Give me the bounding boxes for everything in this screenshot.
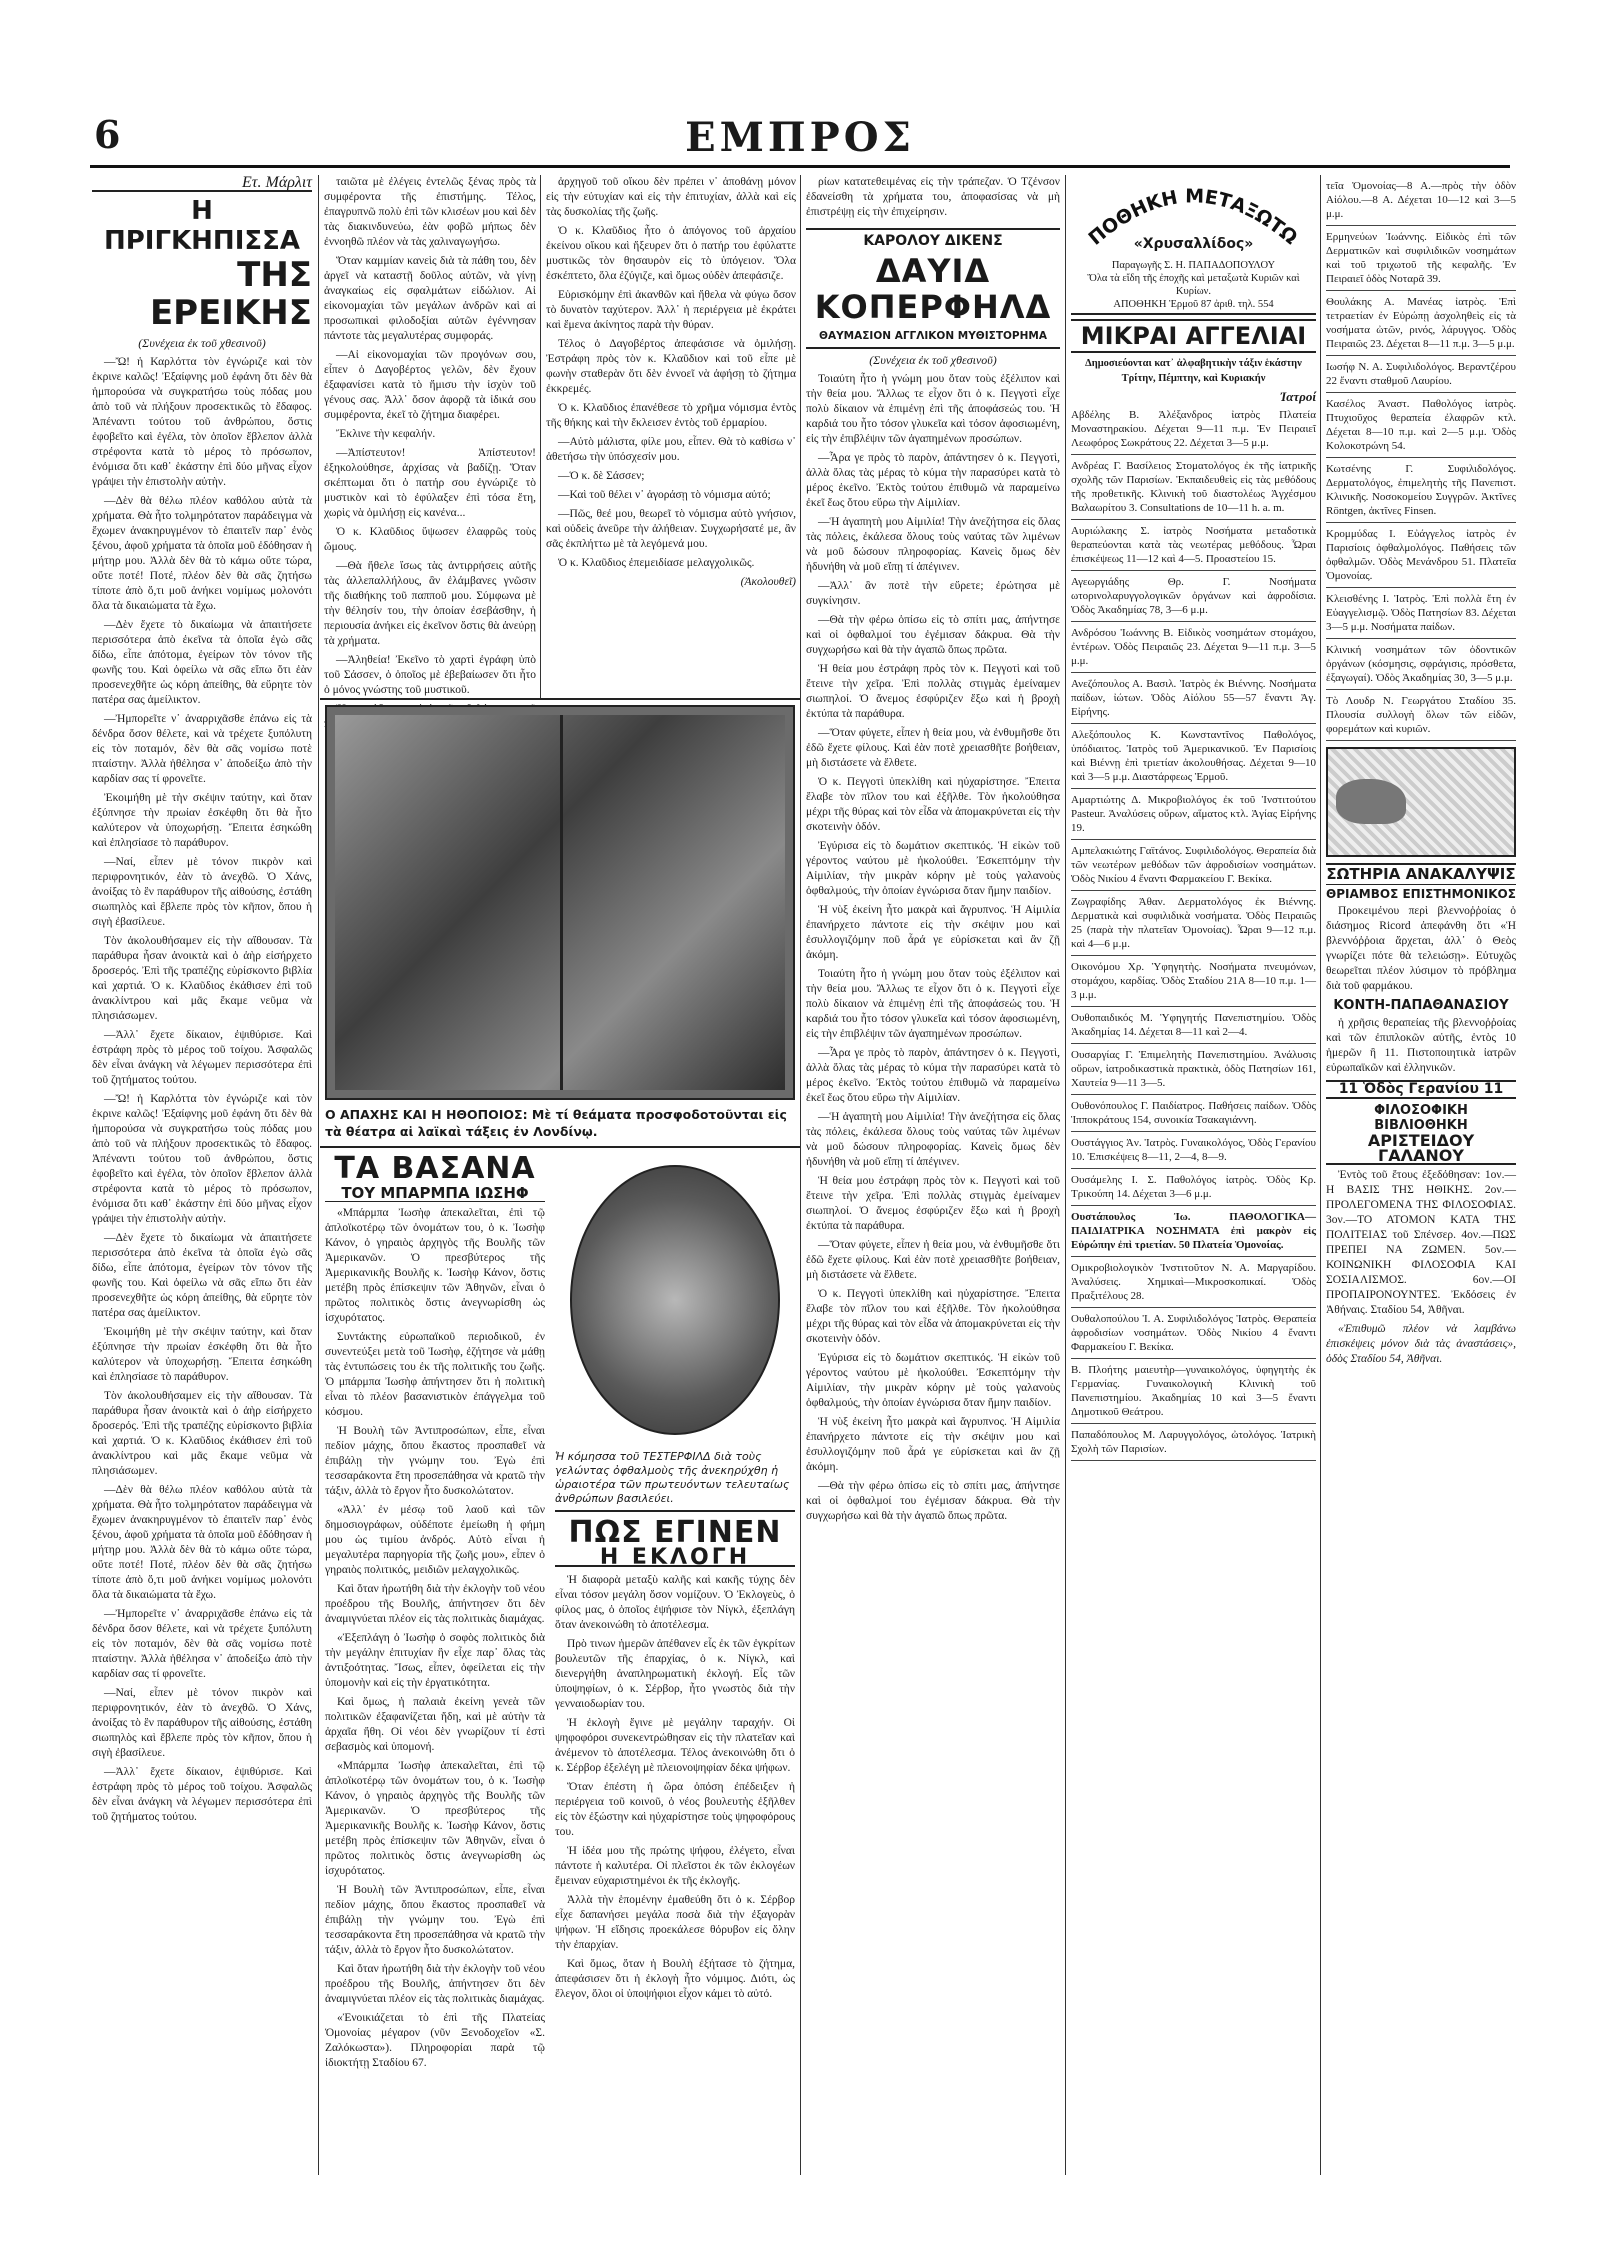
article-title: ΤΑ ΒΑΣΑΝΑ [334, 1151, 536, 1186]
paragraph: —Ὤ! ἡ Καρλόττα τὸν ἐγνώριζε καὶ τὸν ἐκρινε καλῶς! Ἐξαίφνης μοῦ ἐφάνη ὅτι δὲν θὰ ἠμπορούσα νὰ συγκρατήσω τοὺς πόδας μου ἀπὸ τοῦ νὰ πλήξουν προσεκτικῶς τὸ ἔδαφος. Ἀπέναντι τούτου τοῦ ἀνθρώπου, ὅστις ἐφοβεῖτο καὶ ἐγέλα, τὸν ὁποῖον ἔβλεπον ἀλλὰ στρέφοντα κατὰ τὸ μέρος τὸ πρόσωπον, ἐνόμισα ὅτι καθ᾿ ἑκάστην ἐπὶ δύο μῆνας εἶχον γράψει τὴν ἐπιστολὴν αὐτὴν. [92, 1093, 312, 1225]
classified-item: Ουστάπουλος Ἰω. ΠΑΘΟΛΟΓΙΚΑ—ΠΑΙΔΙΑΤΡΙΚΑ ΝΟΣΗΜΑΤΑ ἐπὶ μακρὸν εἰς Εὐρώπην ἐπὶ τριετίαν. 50 Πλατεία Ὁμονοίας. [1071, 1206, 1316, 1257]
paragraph: Ἡ ἰδέα μου τῆς πρώτης ψήφου, ἐλέγετο, εἶναι πάντοτε ἡ καλυτέρα. Οἱ πλεῖστοι ἐκ τῶν ἐκλογέων ἔμειναν εὐχαριστημένοι ἐκ τῆς ἐκλογῆς. [555, 1845, 795, 1887]
paragraph: —Ὁ κ. δὲ Σάσσεν; [558, 470, 645, 482]
classified-item: Ανδρόσου Ἰωάννης Β. Εἰδικὸς νοσημάτων στομάχου, ἐντέρων. Ὁδὸς Πειραιῶς 23. Δέχεται 9—11 π.μ. 3—5 μ.μ. [1071, 622, 1316, 673]
paragraph: —Ἀληθεία! Ἐκεῖνο τὸ χαρτὶ ἐγράφη ὑπὸ τοῦ Σάσσεν, ὁ ὁποῖος μὲ ἐβεβαίωσεν ὅτι ἦτο ὁ μόνος γνώστης τοῦ μυστικοῦ. [324, 654, 536, 696]
paragraph: —Δὲν ἔχετε τὸ δικαίωμα νὰ ἀπαιτήσετε περισσότερα ἀπὸ ἐκεῖνα τὰ ὁποῖα ἐγὼ σᾶς δίδω, εἶπε ἀπότομα, ἐγείρων τὸν τόνον τῆς φωνῆς του. Καὶ ὀφείλω νὰ σᾶς εἴπω ὅτι ἐὰν προσενεχθῆτε ὡς κόρη ἀπείθης, θὰ εὕρητε τὸν πατέρα σας ἀμείλικτον. [92, 619, 312, 706]
paragraph: «Ἐνοικιάζεται τὸ ἐπὶ τῆς Πλατείας Ὁμονοίας μέγαρον (νῦν Ξενοδοχεῖον «Σ. Ζαλόκωστα»). Πληροφορίαι παρὰ τῷ ἰδιοκτήτῃ Σταδίου 67. [325, 2012, 545, 2069]
column-rule [318, 175, 319, 2175]
paragraph: —Θὰ ἤθελε ἴσως τὰς ἀντιρρήσεις αὐτῆς τὰς ἀλλεπαλλήλους, ἂν ἐλάμβανες γνῶσιν τῆς διαθήκης τοῦ παπποῦ μου. Σύμφωνα μὲ τὴν θέλησίν του, τὴν ὁποίαν ἐσεβάσθην, ἡ περιουσία ἀνήκει εἰς ἐκεῖνον ὅστις θὰ ἀνεύρῃ τὰ χρήματα. [324, 560, 536, 647]
classified-item: Αυριώλακης Σ. ἰατρὸς Νοσήματα μεταδοτικὰ θεραπεύονται κατὰ τὰς νεωτέρας μεθόδους. Ὧραι ἐπισκέψεως 11—12 καὶ 4—5. Προαστείου 15. [1071, 520, 1316, 571]
classified-item: Αλεξόπουλος Κ. Κωνσταντῖνος Παθολόγος, ὑπόδιαιτος. Ἰατρὸς τοῦ Ἀμερικανικοῦ. Ἐν Παρισίοις καὶ Βιέννῃ ἐπὶ τριετίαν ἀκολουθήσας. Δέχεται 9—10 καὶ 3—5 μ.μ. Διαστάρφεως Ἑρμοῦ. [1071, 724, 1316, 789]
foot-illustration-icon [1336, 779, 1406, 824]
photo-split [560, 715, 563, 1090]
paragraph: Τέλος ὁ Δαγοβέρτος ἀπεφάσισε νὰ ὁμιλήσῃ. Ἐστράφη πρὸς τὸν κ. Κλαῦδιον καὶ τοῦ εἶπε μὲ φωνὴν σταθερὰν ὅτι δὲν ἐννοεῖ νὰ ἀφήσῃ τὸ ζήτημα ἐκκρεμές. [546, 338, 796, 395]
column-dickens-serial [806, 175, 1060, 2225]
paragraph: ἀρχηγοῦ τοῦ οἴκου δὲν πρέπει ν᾿ ἀποθάνῃ μόνον εἰς τὴν εὐτυχίαν καὶ εἰς τὴν ἐπιτυχίαν, ἀλλὰ καὶ εἰς τὰς δυσκολίας τῆς ζωῆς. [546, 176, 796, 218]
classified-item: Αγεωργιάδης Θρ. Γ. Νοσήματα ωτορινολαρυγγολογικῶν ὀργάνων καὶ ἀφροδίσια. Ὁδὸς Ἀκαδημίας 78, 3—6 μ.μ. [1071, 571, 1316, 622]
page-number: 6 [94, 112, 121, 157]
column-classifieds [1071, 175, 1316, 2225]
classified-item: Ουθαλοπούλου Ἰ. Α. Συφιλιδολόγος Ἰατρὸς. Θεραπεία ἀφροδισίων νοσημάτων. Ὁδὸς Νικίου 4 ἔναντι Φαρμακείου Γ. Βεκίκα. [1071, 1308, 1316, 1359]
paragraph: ταιῶτα μὲ ἐλέγεις ἐντελῶς ξένας πρὸς τὰ συμφέροντα τῆς ἐπιστήμης. Τέλος, ἐπαγρυπνῶ πολὺ ἐπὶ τῶν κλισέων μου καὶ δὲν τὰς διακινδυνεύω, ἐὰν φοβῶ μήπως δὲν ἐννοηθῶ πλέον νὰ τὰς χαλιναγωγήσω. [324, 176, 536, 248]
ad-arc-text: ΠΟΘΗΚΗ ΜΕΤΑΞΩΤΩ [1084, 185, 1302, 250]
ad-brand: «Χρυσαλλίδος» [1133, 236, 1254, 252]
paragraph: Ἡ θεία μου ἐστράφη πρὸς τὸν κ. Πεγγοτὶ καὶ τοῦ ἔτεινε τὴν χεῖρα. Ἐπὶ πολλὰς στιγμὰς ἐμείναμεν σιωπηλοί. Ὁ ἄνεμος ἐσφύριζεν ἔξω καὶ ἡ βροχὴ ἐκτύπα τὰ παράθυρα. [806, 1175, 1060, 1232]
theatre-photo [325, 705, 795, 1100]
ad-line: Ὅλα τὰ εἴδη τῆς ἐποχῆς καὶ μεταξωτὰ Κυριῶν καὶ Κυρίων. [1087, 273, 1300, 297]
paragraph: Ἡ διαφορὰ μεταξὺ καλῆς καὶ κακῆς τύχης δὲν εἶναι τόσον μεγάλη ὅσον νομίζουν. Ὁ Ἐκλογεὺς, ὁ φίλος μας, ὁ ὁποῖος ἐψήφισε τὸν Νίγκλ, ἐξεπλάγη ὅταν ἀνεκοινώθη τὸ ἀποτέλεσμα. [555, 1574, 795, 1631]
paragraph: —Ἆρα γε πρὸς τὸ παρὸν, ἀπάντησεν ὁ κ. Πεγγοτὶ, ἀλλὰ ὅλας τὰς μέρας τὸ κύμα τὴν παρασύρει κατὰ τὸ μέρος ἐκεῖνο. Ἐκτὸς τούτου ἐπιθυμῶ νὰ παραμείνω ἐκεῖ ἕως ὅτου εὕρω τὴν Αἰμιλίαν. [806, 452, 1060, 509]
pharmacy-address: 11 Ὁδὸς Γερανίου 11 [1326, 1080, 1516, 1099]
article-subtitle: Η ΕΚΛΟΓΗ [555, 1550, 795, 1567]
classified-item: Ουστάγγιος Ἀν. Ἰατρὸς. Γυναικολόγος, Ὁδὸς Γερανίου 10. Ἐπισκέψεις 8—11, 2—4, 8—9. [1071, 1132, 1316, 1169]
paragraph: —Καὶ τοῦ θέλει ν᾿ ἀγοράσῃ τὸ νόμισμα αὐτό; [558, 489, 771, 501]
paragraph: —Ἀλλ᾿ ἂν ποτὲ τὴν εὕρετε; ἐρώτησα μὲ συγκίνησιν. [806, 580, 1060, 607]
classified-item: Τὸ Λουδρ Ν. Γεωργάτου Σταδίου 35. Πλουσία συλλογὴ ὅλων τῶν εἰδῶν, φορεμάτων καὶ κυριῶν. [1326, 690, 1516, 741]
paragraph: —Ναί, εἶπεν μὲ τόνον πικρὸν καὶ περιφρονητικόν, ἐὰν τὸ ἀνεχθῶ. Ὁ Χάνς, ἀνοίξας τὸ ἓν παράθυρον τῆς αἰθούσης, ἐστάθη σιωπηλὸς καὶ ἔβλεπε πρὸς τὸν κῆπον, ὅπου ἡ σιγὴ ἐβασίλευε. [92, 1687, 312, 1759]
column-ads-right [1326, 175, 1516, 2225]
paragraph: —Ἠμπορεῖτε ν᾿ ἀναρριχᾶσθε ἐπάνω εἰς τὰ δένδρα ὅσον θέλετε, καὶ νὰ τρέχετε ξυπόλυτη εἰς τὸν ποταμόν, δὲν θὰ σᾶς νομίσω ποτὲ πταίστην. Ἀλλὰ ἠθέλησα ν᾿ ἀποδείξω ἀπὸ τὴν καρδίαν σας τί φρονεῖτε. [92, 1608, 312, 1680]
paragraph: Ἡ ἐκλογὴ ἔγινε μὲ μεγάλην ταραχήν. Οἱ ψηφοφόροι συνεκεντρώθησαν εἰς τὴν πλατεῖαν καὶ ἀνέμενον τὸ ἀποτέλεσμα. Τέλος ἀνεκοινώθη ὅτι ὁ κ. Σέρβορ ἐξελέγη μὲ πλειονοψηφίαν δέκα ψήφων. [555, 1717, 795, 1774]
serial-subtitle: ΘΑΥΜΑΣΙΟΝ ΑΓΓΛΙΚΟΝ ΜΥΘΙΣΤΟΡΗΜΑ [806, 329, 1060, 349]
classifieds-title: ΜΙΚΡΑΙ ΑΓΓΕΛΙΑΙ [1071, 319, 1316, 353]
paragraph: Ἡ Βουλὴ τῶν Ἀντιπροσώπων, εἶπε, εἶναι πεδίον μάχης, ὅπου ἕκαστος προσπαθεῖ νὰ ἐπιβάλῃ τὴν γνώμην του. Ἐγὼ ἐπὶ τεσσαράκοντα ἔτη προσεπάθησα νὰ κρατῶ τὴν τάξιν, ἀλλὰ τὸ ἔργον ἦτο δυσκολώτατον. [325, 1425, 545, 1497]
paragraph: Πρὸ τινων ἡμερῶν ἀπέθανεν εἷς ἐκ τῶν ἐγκρίτων βουλευτῶν τῆς ἐπαρχίας, ὁ κ. Νίγκλ, καὶ διενεργήθη ἀναπληρωματικὴ ἐκλογή. Εἷς τῶν ὑποψηφίων, ὁ κ. Σέρβορ, ἦτο γνωστὸς διὰ τὴν γενναιοδωρίαν του. [555, 1638, 795, 1710]
classified-item: Αμπελακιώτης Γαϊτάνος. Συφιλιδολόγος. Θεραπεία διὰ τῶν νεωτέρων μεθόδων τῶν ἀφροδισίων νοσημάτων. Ὁδὸς Νικίου 4 ἔναντι Φαρμακείου Γ. Βεκίκα. [1071, 840, 1316, 891]
paragraph: Ἀλλὰ τὴν ἑπομένην ἐμαθεύθη ὅτι ὁ κ. Σέρβορ εἶχε δαπανήσει μεγάλα ποσὰ διὰ τὴν ἐξαγορὰν ψήφων. Ἡ εἴδησις προεκάλεσε θόρυβον εἰς ὅλην τὴν ἐπαρχίαν. [555, 1894, 795, 1951]
paragraph: —Ναί, εἶπεν μὲ τόνον πικρὸν καὶ περιφρονητικόν, ἐὰν τὸ ἀνεχθῶ. Ὁ Χάνς, ἀνοίξας τὸ ἓν παράθυρον τῆς αἰθούσης, ἐστάθη σιωπηλὸς καὶ ἔβλεπε πρὸς τὸν κῆπον, ὅπου ἡ σιγὴ ἐβασίλευε. [92, 856, 312, 928]
classified-item: Αμαρτιώτης Δ. Μικροβιολόγος ἐκ τοῦ Ἰνστιτούτου Pasteur. Ἀναλύσεις οὔρων, αἵματος κτλ. Ἁγίας Εἰρήνης 19. [1071, 789, 1316, 840]
paragraph: —Ἀπίστευτον! Ἀπίστευτον! ἐξηκολούθησε, ἀρχίσας νὰ βαδίζῃ. Ὅταν σκέπτωμαι ὅτι ὁ πατήρ σου ἐγνώριζε τὸ μυστικὸν καὶ τὸ ἐφύλαξεν ἐπὶ τόσα ἔτη, χωρὶς νὰ ὁμιλήσῃ εἰς κανένα... [324, 447, 536, 519]
classified-item: Οικονόμου Χρ. Ὑφηγητὴς. Νοσήματα πνευμόνων, στομάχου, καρδίας. Ὁδὸς Σταδίου 21Α 8—10 π.μ. 1—3 μ.μ. [1071, 956, 1316, 1007]
books-title: ΦΙΛΟΣΟΦΙΚΗ ΒΙΒΛΙΟΘΗΚΗ [1374, 1103, 1468, 1133]
paragraph: —Ὅταν φύγετε, εἶπεν ἡ θεία μου, νὰ ἐνθυμῆσθε ὅτι ἐδῶ ἔχετε φίλους. Καὶ ἐὰν ποτὲ χρειασθῆτε βοήθειαν, μὴ διστάσετε νὰ ἔλθετε. [806, 1239, 1060, 1281]
paragraph: —Ἀλλ᾿ ἔχετε δίκαιον, ἐψιθύρισε. Καὶ ἐστράφη πρὸς τὸ μέρος τοῦ τοίχου. Ἀσφαλῶς δὲν εἶναι ἀνάγκη νὰ λέγωμεν περισσότερα ἐπὶ τοῦ ζητήματος τούτου. [92, 1766, 312, 1823]
divider [320, 698, 800, 700]
paragraph: —Ἡ ἀγαπητὴ μου Αἰμιλία! Τὴν ἀνεζήτησα εἰς ὅλας τὰς πόλεις, ἐκάλεσα ὅλους τοὺς ναύτας τῶν λιμένων νὰ μοῦ δώσουν πληροφορίας. Κανεὶς ὅμως δὲν ἠδυνήθη νὰ μοῦ εἴπῃ τί ἀπέγινεν. [806, 516, 1060, 573]
paragraph: Προκειμένου περὶ βλεννοῤῥοίας ὁ διάσημος Ricord ἀπεφάνθη ὅτι «Ἡ βλεννόῤῥοια ἄρχεται, ἀλλ᾿ ὁ Θεὸς γνωρίζει πότε θὰ τελειώσῃ». Εὐτυχῶς θεωρεῖται πλέον λύσιμον τὸ πρόβλημα διὰ τοῦ φαρμάκου. [1326, 905, 1516, 992]
paragraph: Ὅταν ἐπέστη ἡ ὥρα ὁπόση ἐπέδειξεν ἡ περιέργεια τοῦ κοινοῦ, ὁ νέος βουλευτὴς ἐξῆλθεν εἰς τὸν ἐξώστην καὶ ηὐχαρίστησε τοὺς ψηφοφόρους του. [555, 1781, 795, 1838]
column-serial-continued-2 [546, 175, 796, 695]
paragraph: Ἐκοιμήθη μὲ τὴν σκέψιν ταύτην, καὶ ὅταν ἐξύπνησε τὴν πρωίαν ἐσκέφθη ὅτι θὰ ἦτο καλύτερον νὰ ὑποχωρήσῃ. Ἔπειτα ἐσηκώθη καὶ ἐπλησίασε τὸ παράθυρον. [92, 792, 312, 849]
theatre-photo-caption: Ο ΑΠΑΧΗΣ ΚΑΙ Η ΗΘΟΠΟΙΟΣ: Μὲ τί θεάματα προσφοδοτοῦνται εἰς τὰ θέατρα αἱ λαϊκαὶ τάξεις ἐν Λονδίνῳ. [325, 1107, 787, 1139]
column-marlitt-serial [92, 175, 312, 2235]
classified-item: τεῖα Ὁμονοίας—8 Α.—πρὸς τὴν ὁδὸν Αἰόλου.—8 Α. Δέχεται 10—12 καὶ 3—5 μ.μ. [1326, 175, 1516, 226]
paragraph: —Ὤ! ἡ Καρλόττα τὸν ἐγνώριζε καὶ τὸν ἐκρινε καλῶς! Ἐξαίφνης μοῦ ἐφάνη ὅτι δὲν θὰ ἠμπορούσα νὰ συγκρατήσω τοὺς πόδας μου ἀπὸ τοῦ νὰ πλήξουν προσεκτικῶς τὸ ἔδαφος. Ἀπέναντι τούτου τοῦ ἀνθρώπου, ὅστις ἐφοβεῖτο καὶ ἐγέλα, τὸν ὁποῖον ἔβλεπον ἀλλὰ στρέφοντα κατὰ τὸ μέρος τὸ πρόσωπον, ἐνόμισα ὅτι καθ᾿ ἑκάστην ἐπὶ δύο μῆνας εἶχον γράψει τὴν ἐπιστολὴν αὐτὴν. [92, 356, 312, 488]
paragraph: Ἡ θεία μου ἐστράφη πρὸς τὸν κ. Πεγγοτὶ καὶ τοῦ ἔτεινε τὴν χεῖρα. Ἐπὶ πολλὰς στιγμὰς ἐμείναμεν σιωπηλοί. Ὁ ἄνεμος ἐσφύριζεν ἔξω καὶ ἡ βροχὴ ἐκτύπα τὰ παράθυρα. [806, 663, 1060, 720]
paragraph: «Ἀλλ᾿ ἐν μέσῳ τοῦ λαοῦ καὶ τῶν δημοσιογράφων, οὐδέποτε ἐμείωθη ἡ φήμη μου ὡς τιμίου ἀνδρός. Αὐτὸ εἶναι ἡ μεγαλυτέρα παρηγορία τῆς ζωῆς μου», εἶπεν ὁ γηραιὸς πολιτικός, μειδιῶν μελαγχολικῶς. [325, 1504, 545, 1576]
paragraph: Συντάκτης εὐρωπαϊκοῦ περιοδικοῦ, ἐν συνεντεύξει μετὰ τοῦ Ἰωσὴφ, ἐζήτησε νὰ μάθῃ τὰς ἐντυπώσεις του ἐκ τῆς πολιτικῆς του ζωῆς. Ὁ μπάρμπα Ἰωσὴφ ἀπήντησεν ὅτι ἡ πολιτικὴ εἶναι τὸ πλέον βασανιστικὸν ἐπάγγελμα τοῦ κόσμου. [325, 1331, 545, 1418]
paragraph: Ἡ νὺξ ἐκείνη ἦτο μακρὰ καὶ ἄγρυπνος. Ἡ Αἰμιλία ἐπανήρχετο πάντοτε εἰς τὴν σκέψιν μου καὶ ἐσυλλογιζόμην ποῦ ἆρά γε εὑρίσκεται καὶ ἂν ζῇ ἀκόμη. [806, 904, 1060, 961]
paragraph: Ὁ κ. Κλαῦδιος ἐπεμειδίασε μελαγχολικῶς. [558, 557, 755, 569]
paragraph: Καὶ ὅταν ἠρωτήθη διὰ τὴν ἐκλογὴν τοῦ νέου προέδρου τῆς Βουλῆς, ἀπήντησεν ὅτι δὲν ἀναμιγνύεται πλέον εἰς τὰς πολιτικὰς διαμάχας. [325, 1963, 545, 2005]
classified-item: Κρομμύδας Ι. Εὐάγγελος ἰατρὸς ἐν Παρισίοις ὀφθαλμολόγος. Παθήσεις τῶν ὀφθαλμῶν. Ὁδὸς Μενάνδρου 51. Πλατεῖα Ὁμονοίας. [1326, 523, 1516, 588]
paragraph: —Ἀλλ᾿ ἔχετε δίκαιον, ἐψιθύρισε. Καὶ ἐστράφη πρὸς τὸ μέρος τοῦ τοίχου. Ἀσφαλῶς δὲν εἶναι ἀνάγκη νὰ λέγωμεν περισσότερα ἐπὶ τοῦ ζητήματος τούτου. [92, 1029, 312, 1086]
pharmacy-ad-title: ΣΩΤΗΡΙΑ ΑΝΑΚΑΛΥΨΙΣ [1326, 865, 1516, 883]
foot-remedy-ad-image [1326, 747, 1516, 857]
pharmacy-name: ΚΟΝΤΗ-ΠΑΠΑΘΑΝΑΣΙΟΥ [1333, 998, 1509, 1013]
footer-note: «Ἐπιθυμῶ πλέον νὰ λαμβάνω ἐπισκέψεις μόνον διὰ τὰς ἀναστάσεις», ὁδὸς Σταδίου 54, Ἀθῆναι. [1326, 1323, 1516, 1365]
paragraph: —Ἆρα γε πρὸς τὸ παρὸν, ἀπάντησεν ὁ κ. Πεγγοτὶ, ἀλλὰ ὅλας τὰς μέρας τὸ κύμα τὴν παρασύρει κατὰ τὸ μέρος ἐκεῖνο. Ἐκτὸς τούτου ἐπιθυμῶ νὰ παραμείνω ἐκεῖ ἕως ὅτου εὕρω τὴν Αἰμιλίαν. [806, 1047, 1060, 1104]
paragraph: «Ἐξεπλάγη ὁ Ἰωσὴφ ὁ σοφὸς πολιτικὸς διὰ τὴν μεγάλην ἐπιτυχίαν ἣν εἶχε παρ᾿ ὅλας τὰς ἀντιξοότητας. Ἴσως, εἶπεν, ὀφείλεται εἰς τὴν ὑπομονὴν καὶ εἰς τὴν ἐργατικότητα. [325, 1632, 545, 1689]
paragraph: Τὸν ἀκολουθήσαμεν εἰς τὴν αἴθουσαν. Τὰ παράθυρα ἦσαν ἀνοικτὰ καὶ ὁ ἀὴρ εἰσήρχετο δροσερός. Ἐπὶ τῆς τραπέζης εὑρίσκοντο βιβλία καὶ χαρτιά. Ὁ κ. Κλαῦδιος ἐκάθισεν ἐπὶ τοῦ ἀνακλίντρου καὶ μᾶς ἔκαμε νεῦμα νὰ πλησιάσωμεν. [92, 1390, 312, 1477]
serial-title: ΔΑΥΙΔ ΚΟΠΕΡΦΗΛΔ [814, 252, 1052, 326]
classified-item: Ερμηνεύων Ἰωάννης. Εἰδικὸς ἐπὶ τῶν Δερματικῶν καὶ συφιλιδικῶν νοσημάτων καὶ τοῦ τριχωτοῦ τῆς κεφαλῆς. Ἐν Πειραιεῖ ὁδὸς Νοταρᾶ 39. [1326, 226, 1516, 291]
classified-item: Ανεζόπουλος Α. Βασιλ. Ἰατρὸς ἐκ Βιέννης. Νοσήματα παίδων, ἰώτων. Ὁδὸς Αἰόλου 55—57 ἔναντι Ἁγ. Εἰρήνης. [1071, 673, 1316, 724]
paragraph: «Μπάρμπα Ἰωσὴφ ἀπεκαλεῖται, ἐπὶ τῷ ἀπλοϊκοτέρῳ τῶν ὀνομάτων του, ὁ κ. Ἰωσὴφ Κάνον, ὁ γηραιὸς ἀρχηγὸς τῆς Βουλῆς τῶν Ἀμερικανῶν. Ὁ πρεσβύτερος τῆς Ἀμερικανικῆς Βουλῆς κ. Ἰωσὴφ Κάνον, ὅστις μετέβη πρὸς ἐπίσκεψιν τῶν Ἀθηνῶν, εἶναι ὁ πρῶτος πολιτικὸς ὅστις ἀνεγνωρίσθη ὡς ἰσχυρότατος. [325, 1207, 545, 1324]
classified-item: Ουθοπαιδικός Μ. Ὑφηγητής Πανεπιστημίου. Ὁδὸς Ἀκαδημίας 14. Δέχεται 8—11 καὶ 2—4. [1071, 1007, 1316, 1044]
paragraph: Ὁ κ. Κλαῦδιος ἦτο ὁ ἀπόγονος τοῦ ἀρχαίου ἐκείνου οἴκου καὶ ἤξευρεν ὅτι ὁ πατήρ του ἐφύλαττε μυστικῶς τὸν θησαυρὸν εἰς τὸ ὑπόγειον. Ὅλα ἐσκέπτετο, ὅλα ἐζύγιζε, καὶ ὅμως οὐδὲν ἀπεφάσιζε. [546, 225, 796, 282]
paragraph: Ὁ κ. Κλαῦδιος ὕψωσεν ἐλαφρῶς τοὺς ὤμους. [324, 526, 536, 553]
paragraph: Ἡ Βουλὴ τῶν Ἀντιπροσώπων, εἶπε, εἶναι πεδίον μάχης, ὅπου ἕκαστος προσπαθεῖ νὰ ἐπιβάλῃ τὴν γνώμην του. Ἐγὼ ἐπὶ τεσσαράκοντα ἔτη προσεπάθησα νὰ κρατῶ τὴν τάξιν, ἀλλὰ τὸ ἔργον ἦτο δυσκολώτατον. [325, 1884, 545, 1956]
classified-item: Κασέλος Ἀναστ. Παθολόγος ἰατρὸς. Πτυχιοῦχος θεραπεία ἐλαφρῶν κτλ. Δέχεται 8—10 π.μ. καὶ 2—5 μ.μ. Ὁδὸς Κολοκοτρώνη 54. [1326, 393, 1516, 458]
paragraph: —Ὅταν φύγετε, εἶπεν ἡ θεία μου, νὰ ἐνθυμῆσθε ὅτι ἐδῶ ἔχετε φίλους. Καὶ ἐὰν ποτὲ χρειασθῆτε βοήθειαν, μὴ διστάσετε νὰ ἔλθετε. [806, 727, 1060, 769]
paragraph: Ἔκλινε τὴν κεφαλήν. [336, 428, 436, 440]
ad-metaxoton [1071, 175, 1316, 315]
books-subtitle: ΑΡΙΣΤΕΙΔΟΥ ΓΑΛΑΝΟΥ [1326, 1133, 1516, 1165]
ad-line: Παραγωγῆς Σ. Η. ΠΑΠΑΔΟΠΟΥΛΟΥ [1111, 260, 1276, 271]
column-rule [1065, 175, 1066, 2175]
classified-item: Κλινική νοσημάτων τῶν ὀδοντικῶν ὀργάνων (κόσμησις, σφράγισις, πρόσθετα, ἐξαγωγαί). Ὁδὸς Ἀκαδημίας 30, 3—5 μ.μ. [1326, 639, 1516, 690]
paragraph: Ἡ νὺξ ἐκείνη ἦτο μακρὰ καὶ ἄγρυπνος. Ἡ Αἰμιλία ἐπανήρχετο πάντοτε εἰς τὴν σκέψιν μου καὶ ἐσυλλογιζόμην ποῦ ἆρά γε εὑρίσκεται καὶ ἂν ζῇ ἀκόμη. [806, 1416, 1060, 1473]
paragraph: —Αἱ εἰκονομαχίαι τῶν προγόνων σου, εἶπεν ὁ Δαγοβέρτος γελῶν, δὲν ἔχουν ἐξαφανίσει κατὰ τὸ ἥμισυ τὴν ἰσχὺν τοῦ γένους σας. Ἀλλ᾿ ὅσον ἀφορᾷ τὰ ἰδικά σου συμφέροντα, ἐκεῖ τὸ ζήτημα διαφέρει. [324, 349, 536, 421]
serial-title-line1: Η ΠΡΙΓΚΗΠΙΣΣΑ [103, 196, 301, 256]
classified-item: Ουσαργίας Γ. Ἐπιμελητὴς Πανεπιστημίου. Ἀνάλυσις οὔρων, ἰατροδικαστικὰ πρακτικὰ, ὁδὸς Πατησίων 161, Χαυτεία 9—11 3—5. [1071, 1044, 1316, 1095]
paragraph: —Πῶς, θεέ μου, θεωρεῖ τὸ νόμισμα αὐτὸ γνήσιον, καὶ οὐδεὶς ἀνεῦρε τὴν ἀλήθειαν. Συγχωρήσατέ με, ἂν σᾶς ἐκπλήττω μὲ τὰ λεγόμενά μου. [546, 508, 796, 550]
paragraph: Ἐκοιμήθη μὲ τὴν σκέψιν ταύτην, καὶ ὅταν ἐξύπνησε τὴν πρωίαν ἐσκέφθη ὅτι θὰ ἦτο καλύτερον νὰ ὑποχωρήσῃ. Ἔπειτα ἐσηκώθη καὶ ἐπλησίασε τὸ παράθυρον. [92, 1326, 312, 1383]
serial-author: ΚΑΡΟΛΟΥ ΔΙΚΕΝΣ [806, 228, 1060, 249]
paragraph: Ἐγύρισα εἰς τὸ δωμάτιον σκεπτικός. Ἡ εἰκὼν τοῦ γέροντος ναύτου μὲ ἠκολούθει. Ἐσκεπτόμην τὴν Αἰμιλίαν, τὴν μικρὰν κόρην μὲ τοὺς γαλανοὺς ὀφθαλμούς, τὴν ὁποίαν ἐγνώρισα ὅταν ἤμην παιδίον. [806, 1352, 1060, 1409]
paragraph: Ἐντὸς τοῦ ἔτους ἐξεδόθησαν: 1ον.—Η ΒΑΣΙΣ ΤΗΣ ΗΘΙΚΗΣ. 2ον.—ΠΡΟΛΕΓΟΜΕΝΑ ΤΗΣ ΦΙΛΟΣΟΦΙΑΣ. 3ον.—ΤΟ ΑΤΟΜΟΝ ΚΑΤΑ ΤΗΣ ΠΟΛΙΤΕΙΑΣ τοῦ Σπένσερ. 4ον.—ΠΩΣ ΠΡΕΠΕΙ ΝΑ ΖΩΜΕΝ. 5ον.—ΚΟΙΝΩΝΙΚΗ ΦΙΛΟΣΟΦΙΑ ΚΑΙ ΣΟΣΙΑΛΙΣΜΟΣ. 6ον.—ΟΙ ΠΡΟΠΑΙΡΟΝΟΥΝΤΕΣ. Ἐκδόσεις ἐν Ἀθήναις. Σταδίου 54, Ἀθῆναι. [1326, 1169, 1516, 1316]
paragraph: —Ἠμπορεῖτε ν᾿ ἀναρριχᾶσθε ἐπάνω εἰς τὰ δένδρα ὅσον θέλετε, καὶ νὰ τρέχετε ξυπόλυτη εἰς τὸν ποταμόν, δὲν θὰ σᾶς νομίσω ποτὲ πταίστην. Ἀλλὰ ἠθέλησα ν᾿ ἀποδείξω ἀπὸ τὴν καρδίαν σας τί φρονεῖτε. [92, 713, 312, 785]
classifieds-subtitle: Δημοσιεύονται κατ᾿ ἀλφαβητικὴν τάξιν ἑκάστην Τρίτην, Πέμπτην, καὶ Κυριακήν [1085, 358, 1302, 384]
column-rule [800, 175, 801, 2175]
paragraph: —Θὰ τὴν φέρω ὀπίσω εἰς τὸ σπίτι μας, ἀπήντησε καὶ οἱ ὀφθαλμοί του ἐγέμισαν δάκρυα. Θὰ τὴν συγχωρήσω καὶ θὰ τὴν ἀγαπῶ ὅπως πρῶτα. [806, 614, 1060, 656]
paragraph: «Μπάρμπα Ἰωσὴφ ἀπεκαλεῖται, ἐπὶ τῷ ἀπλοϊκοτέρῳ τῶν ὀνομάτων του, ὁ κ. Ἰωσὴφ Κάνον, ὁ γηραιὸς ἀρχηγὸς τῆς Βουλῆς τῶν Ἀμερικανῶν. Ὁ πρεσβύτερος τῆς Ἀμερικανικῆς Βουλῆς κ. Ἰωσὴφ Κάνον, ὅστις μετέβη πρὸς ἐπίσκεψιν τῶν Ἀθηνῶν, εἶναι ὁ πρῶτος πολιτικὸς ὅστις ἀνεγνωρίσθη ὡς ἰσχυρότατος. [325, 1760, 545, 1877]
article-ekloge [555, 1510, 795, 2210]
paragraph: —Δὲν θὰ θέλω πλέον καθόλου αὐτὰ τὰ χρήματα. Θὰ ἦτο τολμηρότατον παράδειγμα νὰ ἔχωμεν ἀνακηρυγμένον τὸ ἐπαιτεῖν παρ᾿ ἐνὸς ξένου, ἀφοῦ χρήματα τὰ ὁποῖα μοῦ ἐδόθησαν ἡ μήτηρ μου. Ἀλλὰ δὲν θὰ τὸ κάμω οὔτε τώρα, οὔτε ποτέ! Ποτέ, πλέον δὲν θὰ σᾶς ζητήσω τίποτε ἀπὸ ὅ,τι μοῦ ἀνήκει νομίμως μολονότι ὅλα τὰ δικαιώματα τὰ ἔχω. [92, 495, 312, 612]
paragraph: ρίων κατατεθειμένας εἰς τὴν τράπεζαν. Ὁ Τζένσον ἐδανείσθη τὰ χρήματα του, ἀποφασίσας νὰ μὴ ἐπιστρέψῃ εἰς τὴν ἐπιχείρησιν. [806, 176, 1060, 218]
classified-item: Ουθονόπουλος Γ. Παιδίατρος. Παθήσεις παίδων. Ὁδὸς Ἱπποκράτους 154, συνοικία Τσακαγιάννη. [1071, 1095, 1316, 1132]
paragraph: —Δὲν θὰ θέλω πλέον καθόλου αὐτὰ τὰ χρήματα. Θὰ ἦτο τολμηρότατον παράδειγμα νὰ ἔχωμεν ἀνακηρυγμένον τὸ ἐπαιτεῖν παρ᾿ ἐνὸς ξένου, ἀφοῦ χρήματα τὰ ὁποῖα μοῦ ἐδόθησαν ἡ μήτηρ μου. Ἀλλὰ δὲν θὰ τὸ κάμω οὔτε τώρα, οὔτε ποτέ! Ποτέ, πλέον δὲν θὰ σᾶς ζητήσω τίποτε ἀπὸ ὅ,τι μοῦ ἀνήκει νομίμως μολονότι ὅλα τὰ δικαιώματα τὰ ἔχω. [92, 1484, 312, 1601]
classified-item: Ουσάμελης Ι. Σ. Παθολόγος ἰατρὸς. Ὁδὸς Κρ. Τρικούπη 14. Δέχεται 3—6 μ.μ. [1071, 1169, 1316, 1206]
paragraph: —Θὰ τὴν φέρω ὀπίσω εἰς τὸ σπίτι μας, ἀπήντησε καὶ οἱ ὀφθαλμοί του ἐγέμισαν δάκρυα. Θὰ τὴν συγχωρήσω καὶ θὰ τὴν ἀγαπῶ ὅπως πρῶτα. [806, 1480, 1060, 1522]
classified-item: Κωτσένης Γ. Συφιλιδολόγος. Δερματολόγος, ἐπιμελητὴς τῆς Πανεπιστ. Κλινικῆς. Νοσοκομείου Συγγρῶν. Ἀκτῖνες Röntgen, ἀκτῖνες Finsen. [1326, 458, 1516, 523]
ad-line: ΑΠΟΘΗΚΗ Ἑρμοῦ 87 ἀριθ. τηλ. 554 [1113, 299, 1274, 310]
portrait-caption: Ἡ κόμησσα τοῦ ΤΕΣΤΕΡΦΙΛΔ διὰ τοὺς γελώντας ὀφθαλμοὺς τῆς ἀνεκηρύχθη ἡ ὡραιοτέρα τῶν πρωτευόντων τελευταίως ἀνθρώπων βασιλεύει. [555, 1450, 790, 1505]
paragraph: —Ἡ ἀγαπητὴ μου Αἰμιλία! Τὴν ἀνεζήτησα εἰς ὅλας τὰς πόλεις, ἐκάλεσα ὅλους τοὺς ναύτας τῶν λιμένων νὰ μοῦ δώσουν πληροφορίας. Κανεὶς ὅμως δὲν ἠδυνήθη νὰ μοῦ εἴπῃ τί ἀπέγινεν. [806, 1111, 1060, 1168]
classified-item: Ανδρέας Γ. Βασίλειος Στοματολόγος ἐκ τῆς ἰατρικῆς σχολῆς τῶν Παρισίων. Ἐκπαιδευθεὶς εἰς τὰς μεθόδους τῆς προθετικῆς. Κλινικὴ τοῦ διαστολέως Ἀγχέσμου Βαλαωρίτου 3. Consultations de 10—11 h. a. m. [1071, 455, 1316, 520]
masthead [90, 108, 1510, 168]
paragraph: —Δὲν ἔχετε τὸ δικαίωμα νὰ ἀπαιτήσετε περισσότερα ἀπὸ ἐκεῖνα τὰ ὁποῖα ἐγὼ σᾶς δίδω, εἶπε ἀπότομα, ἐγείρων τὸν τόνον τῆς φωνῆς του. Καὶ ὀφείλω νὰ σᾶς εἴπω ὅτι ἐὰν προσενεχθῆτε ὡς κόρη ἀπείθης, θὰ εὕρητε τὸν πατέρα σας ἀμείλικτον. [92, 1232, 312, 1319]
paragraph: Καὶ ὅμως, ἡ παλαιὰ ἐκείνη γενεὰ τῶν πολιτικῶν ἐξαφανίζεται ἤδη, καὶ μὲ αὐτὴν τὰ ἀρχαῖα ἤθη. Οἱ νέοι δὲν γνωρίζουν τί ἐστὶ σεβασμὸς καὶ ὑπομονή. [325, 1696, 545, 1753]
column-serial-continued [324, 175, 536, 695]
serial-end-note: (Ἀκολουθεῖ) [740, 576, 796, 588]
paragraph: —Αὐτὸ μάλιστα, φίλε μου, εἶπεν. Θὰ τὸ καθίσω ν᾿ ἀθετήσω τὴν ὑπόσχεσίν μου. [546, 436, 796, 463]
classifieds-section: Ἰατροί [1279, 389, 1316, 404]
classified-item: Αβδέλης Β. Ἀλέξανδρος ἰατρὸς Πλατεία Μοναστηρακίου. Δέχεται 9—11 π.μ. Ἐν Πειραιεῖ Λεωφόρος Σωκράτους 22. Δέχεται 3—5 μ.μ. [1071, 404, 1316, 455]
paragraph: Τοιαύτη ἦτο ἡ γνώμη μου ὅταν τοὺς ἐξέλιπον καὶ τὴν θεία μου. Ἄλλως τε εἶχον ὅτι ὁ κ. Πεγγοτὶ εἶχε πολὺ δίκαιον νὰ ἐπιμένῃ ἐπὶ τῆς ἀποφάσεώς του. Ἡ καρδιά του ἦτο τόσον γλυκεῖα καὶ τόσον ἀφοσιωμένη, εἰς τὴν ἐπιβλέψιν τῶν ἀγαπημένων προσώπων. [806, 373, 1060, 445]
article-subtitle: ΤΟΥ ΜΠΑΡΜΠΑ ΙΩΣΗΦ [325, 1186, 545, 1202]
divider [320, 1146, 800, 1148]
serial-author: Ετ. Μάρλιτ [92, 175, 312, 192]
paragraph: Εὑρισκόμην ἐπὶ ἀκανθῶν καὶ ἤθελα νὰ φύγω ὅσον τὸ δυνατὸν ταχύτερον. Ἀλλ᾿ ἡ περιέργεια μὲ ἐκράτει καὶ ἔμενα ἀκίνητος παρὰ τὴν θύραν. [546, 289, 796, 331]
classified-item: Θουλάκης Α. Μανέας ἰατρὸς. Ἐπὶ τετραετίαν ἐν Εὐρώπῃ ἀσχοληθεὶς εἰς τὰ νοσήματα ὠτῶν, ρινός, λάρυγγος. Ὁδὸς Πειραιῶς 23. Δέχεται 8—11 π.μ. 3—5 μ.μ. [1326, 291, 1516, 356]
paragraph: Ὁ κ. Κλαῦδιος ἐπανέθεσε τὸ χρῆμα νόμισμα ἐντὸς τῆς θήκης καὶ τὴν ἔκλεισεν ἐντὸς τοῦ ἐρμαρίου. [546, 402, 796, 429]
classified-item: Κλεισθένης Ι. Ἰατρὸς. Ἐπὶ πολλὰ ἔτη ἐν Εὐαγγελισμῷ. Ὁδὸς Πατησίων 83. Δέχεται 3—5 μ.μ. Νοσήματα παίδων. [1326, 588, 1516, 639]
newspaper-title: ΕΜΠΡΟΣ [685, 114, 915, 161]
pharmacy-ad-subtitle: ΘΡΙΑΜΒΟΣ ΕΠΙΣΤΗΜΟΝΙΚΟΣ [1326, 887, 1516, 901]
classified-item: Ζωγραφίδης Ἀθαν. Δερματολόγος ἐκ Βιέννης. Δερματικὰ καὶ συφιλιδικὰ νοσήματα. Ὁδὸς Πειραιῶς 25 (παρὰ τὴν πλατεῖαν Ὁμονοίας). Ὧραι 9—12 π.μ. καὶ 4—6 μ.μ. [1071, 891, 1316, 956]
serial-continued: (Συνέχεια ἐκ τοῦ χθεσινοῦ) [138, 336, 266, 350]
paragraph: Ὅταν καμμίαν κανεὶς διὰ τὰ πάθη του, δὲν ἀργεῖ νὰ καταστῇ δοῦλος αὐτῶν, νὰ γίνῃ ἀναγκαίως εἰς σφαλμάτων εἰδώλιον. Αἱ εἰκονομαχίαι τῶν μεγάλων ἀνδρῶν καὶ αἱ προσωπικαὶ φιλοδοξίαι αὐτῶν ἐγέννησαν πάντοτε τὰς μεγαλυτέρας συμφοράς. [324, 255, 536, 342]
classified-item: Ομικροβιολογικὸν Ἰνστιτοῦτον Ν. Α. Μαργαρίδου. Ἀναλύσεις. Χημικαὶ—Μικροσκοπικαί. Ὁδὸς Πραξιτέλους 28. [1071, 1257, 1316, 1308]
paragraph: Ὁ κ. Πεγγοτὶ ὑπεκλίθη καὶ ηὐχαρίστησε. Ἔπειτα ἔλαβε τὸν πῖλον του καὶ ἐξῆλθε. Τὸν ἠκολούθησα μέχρι τῆς θύρας καὶ τὸν εἶδα νὰ ἀπομακρύνεται εἰς τὴν σκοτεινὴν ὁδόν. [806, 776, 1060, 833]
paragraph: Ὁ κ. Πεγγοτὶ ὑπεκλίθη καὶ ηὐχαρίστησε. Ἔπειτα ἔλαβε τὸν πῖλον του καὶ ἐξῆλθε. Τὸν ἠκολούθησα μέχρι τῆς θύρας καὶ τὸν εἶδα νὰ ἀπομακρύνεται εἰς τὴν σκοτεινὴν ὁδόν. [806, 1288, 1060, 1345]
column-rule [1320, 175, 1321, 2175]
serial-continued: (Συνέχεια ἐκ τοῦ χθεσινοῦ) [869, 353, 997, 367]
article-basana [325, 1152, 545, 2212]
portrait-oval-photo [570, 1165, 780, 1435]
paragraph: Τοιαύτη ἦτο ἡ γνώμη μου ὅταν τοὺς ἐξέλιπον καὶ τὴν θεία μου. Ἄλλως τε εἶχον ὅτι ὁ κ. Πεγγοτὶ εἶχε πολὺ δίκαιον νὰ ἐπιμένῃ ἐπὶ τῆς ἀποφάσεώς του. Ἡ καρδιά του ἦτο τόσον γλυκεῖα καὶ τόσον ἀφοσιωμένη, εἰς τὴν ἐπιβλέψιν τῶν ἀγαπημένων προσώπων. [806, 968, 1060, 1040]
classified-item: Παπαδόπουλος Μ. Λαρυγγολόγος, ὠτολόγος. Ἰατρικὴ Σχολὴ τῶν Παρισίων. [1071, 1424, 1316, 1461]
classified-item: Ιωσήφ Ν. Α. Συφιλιδολόγος. Βεραντζέρου 22 ἔναντι σταθμοῦ Λαυρίου. [1326, 356, 1516, 393]
paragraph: Καὶ ὅμως, ὅταν ἡ Βουλὴ ἐξήτασε τὸ ζήτημα, ἀπεφάσισεν ὅτι ἡ ἐκλογὴ ἦτο νόμιμος. Διότι, ὡς ἔλεγον, ὅλοι οἱ ὑποψήφιοι εἶχον κάμει τὸ αὐτό. [555, 1958, 795, 2000]
article-title: ΠΩΣ ΕΓΙΝΕΝ [555, 1510, 795, 1550]
paragraph: Ἐγύρισα εἰς τὸ δωμάτιον σκεπτικός. Ἡ εἰκὼν τοῦ γέροντος ναύτου μὲ ἠκολούθει. Ἐσκεπτόμην τὴν Αἰμιλίαν, τὴν μικρὰν κόρην μὲ τοὺς γαλανοὺς ὀφθαλμούς, τὴν ὁποίαν ἐγνώρισα ὅταν ἤμην παιδίον. [806, 840, 1060, 897]
column-rule [540, 175, 541, 700]
classified-item: Β. Πλοήτης μαιευτὴρ—γυναικολόγος, ὑφηγητὴς ἐκ Γερμανίας. Γυναικολογικὴ Κλινικὴ τοῦ Πανεπιστημίου. Ἀκαδημίας 10 καὶ 3—5 ἔναντι Δημοτικοῦ Θεάτρου. [1071, 1359, 1316, 1424]
serial-title-line2: ΤΗΣ ΕΡΕΙΚΗΣ [149, 255, 312, 333]
paragraph: ἡ χρῆσις θεραπείας τῆς βλεννοῤῥοίας καὶ τῶν ἐπιπλοκῶν αὐτῆς, ἐντὸς 10 ἡμερῶν ἢ 11. Πιστοποιητικὰ ἰατρῶν εὐρωπαϊκῶν καὶ ἑλληνικῶν. [1326, 1017, 1516, 1074]
paragraph: Τὸν ἀκολουθήσαμεν εἰς τὴν αἴθουσαν. Τὰ παράθυρα ἦσαν ἀνοικτὰ καὶ ὁ ἀὴρ εἰσήρχετο δροσερός. Ἐπὶ τῆς τραπέζης εὑρίσκοντο βιβλία καὶ χαρτιά. Ὁ κ. Κλαῦδιος ἐκάθισεν ἐπὶ τοῦ ἀνακλίντρου καὶ μᾶς ἔκαμε νεῦμα νὰ πλησιάσωμεν. [92, 935, 312, 1022]
paragraph: Καὶ ὅταν ἠρωτήθη διὰ τὴν ἐκλογὴν τοῦ νέου προέδρου τῆς Βουλῆς, ἀπήντησεν ὅτι δὲν ἀναμιγνύεται πλέον εἰς τὰς πολιτικὰς διαμάχας. [325, 1583, 545, 1625]
